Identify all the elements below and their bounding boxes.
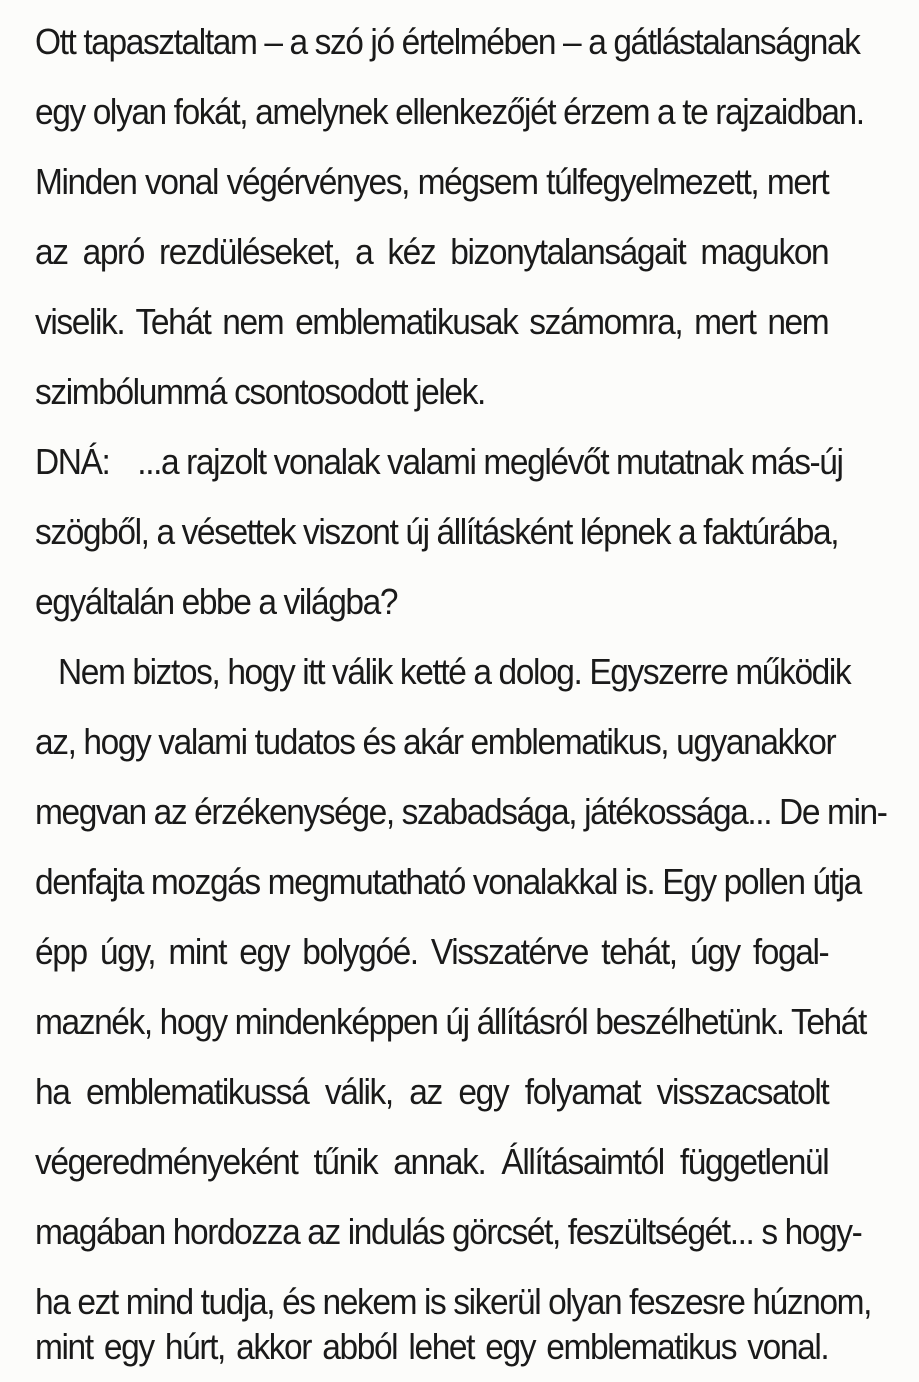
text-line: az, hogy valami tudatos és akár emblematikus, ugyanakkor: [35, 721, 836, 762]
text-line: egyáltalán ebbe a világba?: [35, 581, 398, 622]
text-line: egy olyan fokát, amelynek ellenkezőjét érzem a te rajzaidban.: [35, 91, 864, 132]
text-line: denfajta mozgás megmutatható vonalakkal is. Egy pollen útja: [35, 861, 861, 902]
text-line: Minden vonal végérvényes, mégsem túlfegyelmezett, mert: [35, 161, 829, 202]
text-line: szimbólummá csontosodott jelek.: [35, 371, 485, 412]
text-line: Ott tapasztaltam – a szó jó értelmében – a gátlástalanságnak: [35, 21, 860, 62]
text-line: maznék, hogy mindenképpen új állításról beszélhetünk. Tehát: [35, 1001, 866, 1042]
text-line: az apró rezdüléseket, a kéz bizonytalanságait magukon: [35, 231, 829, 272]
text-line: mint egy húrt, akkor abból lehet egy emblematikus vonal.: [35, 1326, 829, 1367]
speaker-label: DNÁ:: [35, 441, 110, 482]
text-line: épp úgy, mint egy bolygóé. Visszatérve tehát, úgy fogal-: [35, 931, 829, 972]
text-line: végeredményeként tűnik annak. Állításaimtól függetlenül: [35, 1141, 829, 1182]
text-line: szögből, a vésettek viszont új állításként lépnek a faktúrába,: [35, 511, 839, 552]
text-line: viselik. Tehát nem emblematikusak számomra, mert nem: [35, 301, 829, 342]
text-line: ha ezt mind tudja, és nekem is sikerül olyan feszesre húznom,: [35, 1281, 872, 1322]
text-line: Nem biztos, hogy itt válik ketté a dolog. Egyszerre működik: [58, 651, 851, 692]
text-line: magában hordozza az indulás görcsét, feszültségét... s hogy-: [35, 1211, 862, 1252]
question-text: ...a rajzolt vonalak valami meglévőt mutatnak más-új: [137, 441, 843, 482]
text-line: megvan az érzékenysége, szabadsága, játékossága... De min-: [35, 791, 887, 832]
question-first-line: [35, 427, 843, 497]
text-line: ha emblematikussá válik, az egy folyamat visszacsatolt: [35, 1071, 829, 1112]
